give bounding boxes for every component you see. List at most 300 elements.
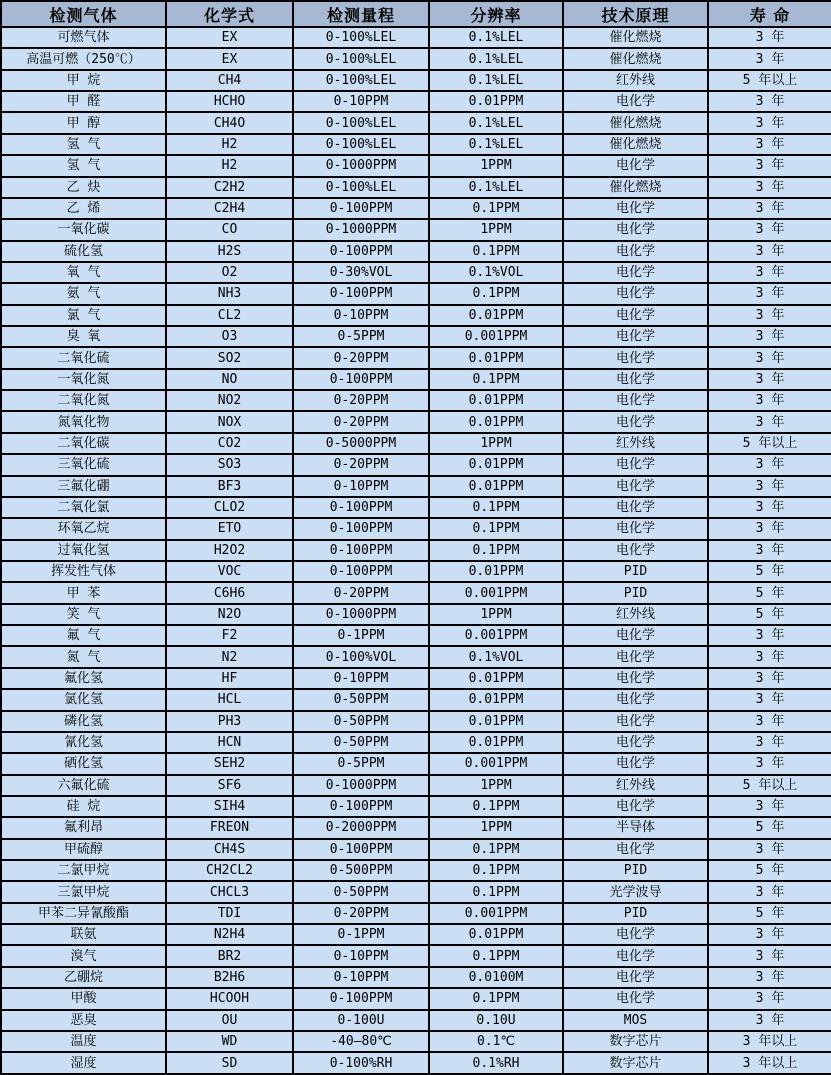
cell-detection-range: 0-100PPM: [293, 839, 429, 860]
cell-lifespan: 5 年以上: [708, 775, 831, 796]
cell-lifespan: 5 年: [708, 903, 831, 924]
table-row: [1, 945, 831, 966]
cell-gas-name: 氯 气: [1, 305, 166, 326]
cell-gas-name: 氰化氢: [1, 732, 166, 753]
cell-detection-range: 0-1PPM: [293, 625, 429, 646]
cell-chemical-formula: SD: [166, 1052, 293, 1074]
cell-lifespan: 3 年: [708, 711, 831, 732]
cell-lifespan: 3 年: [708, 27, 831, 48]
cell-technology: 红外线: [563, 775, 708, 796]
cell-chemical-formula: NO: [166, 369, 293, 390]
cell-lifespan: 5 年以上: [708, 433, 831, 454]
table-row: [1, 689, 831, 710]
cell-resolution: 0.01PPM: [429, 390, 563, 411]
cell-detection-range: 0-50PPM: [293, 689, 429, 710]
cell-resolution: 0.10U: [429, 1010, 563, 1031]
cell-gas-name: 高温可燃（250℃）: [1, 48, 166, 69]
cell-resolution: 1PPM: [429, 433, 563, 454]
table-row: [1, 48, 831, 69]
cell-lifespan: 3 年: [708, 48, 831, 69]
cell-gas-name: 联氨: [1, 924, 166, 945]
cell-technology: 电化学: [563, 454, 708, 475]
cell-detection-range: 0-1PPM: [293, 924, 429, 945]
cell-chemical-formula: NOX: [166, 411, 293, 432]
cell-technology: 电化学: [563, 283, 708, 304]
cell-detection-range: 0-1000PPM: [293, 155, 429, 176]
table-row: [1, 561, 831, 582]
cell-lifespan: 3 年: [708, 283, 831, 304]
table-row: [1, 753, 831, 774]
cell-detection-range: 0-50PPM: [293, 711, 429, 732]
cell-resolution: 0.1%LEL: [429, 134, 563, 155]
cell-detection-range: 0-10PPM: [293, 945, 429, 966]
cell-detection-range: 0-100PPM: [293, 497, 429, 518]
cell-lifespan: 3 年: [708, 347, 831, 368]
cell-chemical-formula: SF6: [166, 775, 293, 796]
cell-chemical-formula: N2O: [166, 604, 293, 625]
cell-detection-range: 0-20PPM: [293, 903, 429, 924]
cell-lifespan: 3 年: [708, 732, 831, 753]
cell-detection-range: 0-100%LEL: [293, 134, 429, 155]
cell-technology: 电化学: [563, 390, 708, 411]
table-row: [1, 70, 831, 91]
table-row: [1, 625, 831, 646]
cell-gas-name: 氢 气: [1, 155, 166, 176]
cell-technology: PID: [563, 582, 708, 603]
cell-gas-name: 乙 烯: [1, 198, 166, 219]
cell-detection-range: 0-10PPM: [293, 476, 429, 497]
cell-lifespan: 3 年: [708, 219, 831, 240]
cell-technology: 电化学: [563, 540, 708, 561]
cell-lifespan: 3 年: [708, 796, 831, 817]
cell-detection-range: 0-30%VOL: [293, 262, 429, 283]
cell-detection-range: 0-100%LEL: [293, 27, 429, 48]
cell-detection-range: 0-100%LEL: [293, 48, 429, 69]
table-header: [1, 1, 831, 27]
cell-technology: 电化学: [563, 924, 708, 945]
cell-chemical-formula: CHCL3: [166, 881, 293, 902]
cell-gas-name: 二氧化碳: [1, 433, 166, 454]
cell-lifespan: 3 年: [708, 454, 831, 475]
table-row: [1, 177, 831, 198]
table-row: [1, 604, 831, 625]
cell-technology: PID: [563, 860, 708, 881]
cell-lifespan: 3 年: [708, 155, 831, 176]
cell-technology: 催化燃烧: [563, 134, 708, 155]
cell-resolution: 0.1PPM: [429, 369, 563, 390]
cell-chemical-formula: SIH4: [166, 796, 293, 817]
cell-technology: 半导体: [563, 817, 708, 838]
cell-lifespan: 3 年: [708, 924, 831, 945]
cell-chemical-formula: O3: [166, 326, 293, 347]
cell-chemical-formula: PH3: [166, 711, 293, 732]
cell-technology: 电化学: [563, 476, 708, 497]
cell-resolution: 0.1PPM: [429, 198, 563, 219]
cell-resolution: 0.01PPM: [429, 689, 563, 710]
table-row: [1, 711, 831, 732]
cell-chemical-formula: HCOOH: [166, 988, 293, 1009]
cell-resolution: 0.001PPM: [429, 625, 563, 646]
table-row: [1, 198, 831, 219]
cell-technology: 电化学: [563, 369, 708, 390]
cell-lifespan: 3 年: [708, 177, 831, 198]
cell-chemical-formula: C2H2: [166, 177, 293, 198]
cell-gas-name: 一氧化氮: [1, 369, 166, 390]
cell-chemical-formula: HCHO: [166, 91, 293, 112]
cell-detection-range: 0-2000PPM: [293, 817, 429, 838]
cell-detection-range: 0-100PPM: [293, 796, 429, 817]
cell-lifespan: 5 年: [708, 604, 831, 625]
cell-gas-name: 二氧化氯: [1, 497, 166, 518]
cell-technology: 电化学: [563, 711, 708, 732]
cell-gas-name: 甲 烷: [1, 70, 166, 91]
cell-technology: 电化学: [563, 155, 708, 176]
table-row: [1, 326, 831, 347]
table-row: [1, 796, 831, 817]
cell-technology: 催化燃烧: [563, 112, 708, 133]
cell-gas-name: 氢 气: [1, 134, 166, 155]
cell-detection-range: 0-10PPM: [293, 668, 429, 689]
table-row: [1, 924, 831, 945]
cell-technology: 电化学: [563, 347, 708, 368]
cell-detection-range: 0-100PPM: [293, 540, 429, 561]
cell-resolution: 0.001PPM: [429, 903, 563, 924]
cell-technology: 数字芯片: [563, 1052, 708, 1074]
cell-resolution: 0.1PPM: [429, 796, 563, 817]
cell-gas-name: 甲 醛: [1, 91, 166, 112]
cell-gas-name: 二氧化硫: [1, 347, 166, 368]
table-row: [1, 967, 831, 988]
cell-resolution: 0.01PPM: [429, 347, 563, 368]
cell-technology: 电化学: [563, 839, 708, 860]
cell-chemical-formula: SEH2: [166, 753, 293, 774]
table-row: [1, 219, 831, 240]
cell-lifespan: 3 年: [708, 326, 831, 347]
cell-resolution: 0.1%RH: [429, 1052, 563, 1074]
cell-gas-name: 乙 炔: [1, 177, 166, 198]
cell-detection-range: 0-20PPM: [293, 411, 429, 432]
cell-technology: 电化学: [563, 945, 708, 966]
cell-chemical-formula: HCL: [166, 689, 293, 710]
cell-resolution: 0.01PPM: [429, 454, 563, 475]
cell-detection-range: 0-100%VOL: [293, 646, 429, 667]
cell-resolution: 0.1PPM: [429, 241, 563, 262]
cell-gas-name: 甲硫醇: [1, 839, 166, 860]
cell-lifespan: 5 年: [708, 817, 831, 838]
cell-resolution: 0.1%LEL: [429, 27, 563, 48]
cell-gas-name: 三氯甲烷: [1, 881, 166, 902]
cell-lifespan: 5 年: [708, 582, 831, 603]
cell-technology: 电化学: [563, 262, 708, 283]
cell-gas-name: 甲 苯: [1, 582, 166, 603]
cell-gas-name: 二氧化氮: [1, 390, 166, 411]
column-header-resolution: 分辨率: [429, 1, 563, 27]
cell-lifespan: 3 年: [708, 411, 831, 432]
cell-detection-range: 0-100PPM: [293, 518, 429, 539]
cell-technology: 电化学: [563, 518, 708, 539]
cell-chemical-formula: C6H6: [166, 582, 293, 603]
cell-technology: 电化学: [563, 967, 708, 988]
cell-gas-name: 甲苯二异氰酸酯: [1, 903, 166, 924]
cell-detection-range: 0-5000PPM: [293, 433, 429, 454]
cell-gas-name: 乙硼烷: [1, 967, 166, 988]
cell-technology: 电化学: [563, 625, 708, 646]
cell-resolution: 0.1PPM: [429, 945, 563, 966]
table-row: [1, 390, 831, 411]
cell-technology: 电化学: [563, 497, 708, 518]
cell-lifespan: 3 年: [708, 91, 831, 112]
cell-lifespan: 3 年: [708, 753, 831, 774]
column-header-detection-range: 检测量程: [293, 1, 429, 27]
table-row: [1, 668, 831, 689]
cell-chemical-formula: CH4S: [166, 839, 293, 860]
cell-resolution: 0.1%LEL: [429, 48, 563, 69]
cell-gas-name: 六氟化硫: [1, 775, 166, 796]
table-row: [1, 305, 831, 326]
cell-resolution: 1PPM: [429, 155, 563, 176]
cell-detection-range: 0-100%LEL: [293, 112, 429, 133]
cell-chemical-formula: HCN: [166, 732, 293, 753]
cell-lifespan: 3 年: [708, 839, 831, 860]
cell-technology: 电化学: [563, 241, 708, 262]
cell-lifespan: 3 年: [708, 134, 831, 155]
cell-lifespan: 3 年: [708, 1010, 831, 1031]
cell-gas-name: 磷化氢: [1, 711, 166, 732]
column-header-gas-name: 检测气体: [1, 1, 166, 27]
cell-lifespan: 3 年: [708, 112, 831, 133]
cell-detection-range: 0-100PPM: [293, 283, 429, 304]
cell-gas-name: 温度: [1, 1031, 166, 1052]
cell-chemical-formula: BR2: [166, 945, 293, 966]
cell-detection-range: 0-100PPM: [293, 369, 429, 390]
cell-detection-range: 0-50PPM: [293, 732, 429, 753]
cell-gas-name: 二氯甲烷: [1, 860, 166, 881]
table-row: [1, 1031, 831, 1052]
cell-resolution: 1PPM: [429, 817, 563, 838]
cell-detection-range: 0-20PPM: [293, 347, 429, 368]
cell-technology: 电化学: [563, 988, 708, 1009]
cell-chemical-formula: WD: [166, 1031, 293, 1052]
cell-chemical-formula: N2H4: [166, 924, 293, 945]
table-row: [1, 839, 831, 860]
cell-chemical-formula: TDI: [166, 903, 293, 924]
table-body: [1, 27, 831, 1074]
cell-lifespan: 5 年以上: [708, 70, 831, 91]
cell-chemical-formula: O2: [166, 262, 293, 283]
cell-gas-name: 恶臭: [1, 1010, 166, 1031]
cell-technology: 电化学: [563, 91, 708, 112]
cell-chemical-formula: CH4: [166, 70, 293, 91]
cell-chemical-formula: ETO: [166, 518, 293, 539]
cell-chemical-formula: H2: [166, 134, 293, 155]
cell-resolution: 0.01PPM: [429, 476, 563, 497]
cell-technology: 电化学: [563, 732, 708, 753]
cell-resolution: 0.01PPM: [429, 668, 563, 689]
cell-resolution: 0.1PPM: [429, 881, 563, 902]
cell-detection-range: 0-1000PPM: [293, 219, 429, 240]
cell-gas-name: 氧 气: [1, 262, 166, 283]
cell-chemical-formula: H2O2: [166, 540, 293, 561]
cell-gas-name: 氯化氢: [1, 689, 166, 710]
cell-resolution: 0.1PPM: [429, 283, 563, 304]
cell-resolution: 0.1%VOL: [429, 646, 563, 667]
cell-resolution: 0.1PPM: [429, 839, 563, 860]
cell-chemical-formula: CLO2: [166, 497, 293, 518]
table-row: [1, 476, 831, 497]
cell-technology: MOS: [563, 1010, 708, 1031]
table-row: [1, 988, 831, 1009]
cell-detection-range: 0-10PPM: [293, 91, 429, 112]
cell-gas-name: 硒化氢: [1, 753, 166, 774]
cell-resolution: 0.1PPM: [429, 518, 563, 539]
cell-chemical-formula: H2: [166, 155, 293, 176]
table-row: [1, 155, 831, 176]
cell-technology: 红外线: [563, 70, 708, 91]
table-row: [1, 732, 831, 753]
cell-resolution: 0.1PPM: [429, 497, 563, 518]
cell-lifespan: 3 年: [708, 625, 831, 646]
cell-technology: 催化燃烧: [563, 27, 708, 48]
cell-gas-name: 三氟化硼: [1, 476, 166, 497]
table-row: [1, 411, 831, 432]
cell-chemical-formula: SO2: [166, 347, 293, 368]
table-row: [1, 646, 831, 667]
table-row: [1, 112, 831, 133]
cell-resolution: 0.1PPM: [429, 860, 563, 881]
table-row: [1, 903, 831, 924]
cell-lifespan: 5 年: [708, 561, 831, 582]
table-row: [1, 369, 831, 390]
cell-technology: 电化学: [563, 753, 708, 774]
table-row: [1, 433, 831, 454]
cell-detection-range: 0-1000PPM: [293, 775, 429, 796]
cell-detection-range: 0-100U: [293, 1010, 429, 1031]
cell-chemical-formula: CH4O: [166, 112, 293, 133]
cell-resolution: 0.01PPM: [429, 411, 563, 432]
cell-detection-range: 0-100PPM: [293, 561, 429, 582]
table-row: [1, 454, 831, 475]
cell-technology: 光学波导: [563, 881, 708, 902]
table-row: [1, 91, 831, 112]
cell-resolution: 0.0100M: [429, 967, 563, 988]
cell-chemical-formula: FREON: [166, 817, 293, 838]
cell-lifespan: 3 年: [708, 198, 831, 219]
table-row: [1, 27, 831, 48]
cell-resolution: 0.001PPM: [429, 582, 563, 603]
cell-technology: 电化学: [563, 668, 708, 689]
cell-gas-name: 一氧化碳: [1, 219, 166, 240]
cell-resolution: 0.1%LEL: [429, 70, 563, 91]
cell-chemical-formula: SO3: [166, 454, 293, 475]
cell-gas-name: 氟利昂: [1, 817, 166, 838]
cell-chemical-formula: H2S: [166, 241, 293, 262]
cell-lifespan: 3 年: [708, 518, 831, 539]
table-row: [1, 817, 831, 838]
column-header-chemical-formula: 化学式: [166, 1, 293, 27]
cell-lifespan: 3 年: [708, 390, 831, 411]
cell-lifespan: 3 年: [708, 497, 831, 518]
table-row: [1, 1052, 831, 1074]
cell-chemical-formula: HF: [166, 668, 293, 689]
cell-gas-name: 可燃气体: [1, 27, 166, 48]
cell-detection-range: 0-100%LEL: [293, 177, 429, 198]
cell-lifespan: 3 年: [708, 689, 831, 710]
cell-chemical-formula: B2H6: [166, 967, 293, 988]
cell-lifespan: 3 年: [708, 945, 831, 966]
cell-gas-name: 硅 烷: [1, 796, 166, 817]
table-row: [1, 582, 831, 603]
cell-detection-range: 0-100%RH: [293, 1052, 429, 1074]
cell-resolution: 0.001PPM: [429, 326, 563, 347]
cell-technology: 电化学: [563, 796, 708, 817]
cell-resolution: 0.01PPM: [429, 924, 563, 945]
cell-chemical-formula: NH3: [166, 283, 293, 304]
cell-gas-name: 环氧乙烷: [1, 518, 166, 539]
cell-chemical-formula: N2: [166, 646, 293, 667]
column-header-lifespan: 寿 命: [708, 1, 831, 27]
cell-lifespan: 3 年: [708, 988, 831, 1009]
cell-resolution: 0.01PPM: [429, 732, 563, 753]
cell-technology: PID: [563, 561, 708, 582]
cell-resolution: 0.1PPM: [429, 988, 563, 1009]
cell-technology: 催化燃烧: [563, 48, 708, 69]
cell-detection-range: 0-1000PPM: [293, 604, 429, 625]
cell-lifespan: 3 年: [708, 540, 831, 561]
cell-gas-name: 氟 气: [1, 625, 166, 646]
cell-technology: 数字芯片: [563, 1031, 708, 1052]
cell-resolution: 0.1PPM: [429, 540, 563, 561]
cell-resolution: 0.01PPM: [429, 305, 563, 326]
cell-resolution: 0.01PPM: [429, 561, 563, 582]
cell-chemical-formula: CH2CL2: [166, 860, 293, 881]
cell-detection-range: 0-5PPM: [293, 753, 429, 774]
table-row: [1, 775, 831, 796]
cell-gas-name: 挥发性气体: [1, 561, 166, 582]
cell-lifespan: 3 年: [708, 476, 831, 497]
cell-chemical-formula: EX: [166, 27, 293, 48]
cell-technology: 电化学: [563, 411, 708, 432]
cell-detection-range: 0-500PPM: [293, 860, 429, 881]
cell-lifespan: 3 年: [708, 305, 831, 326]
cell-gas-name: 三氧化硫: [1, 454, 166, 475]
cell-resolution: 0.1℃: [429, 1031, 563, 1052]
cell-technology: 电化学: [563, 305, 708, 326]
cell-lifespan: 5 年: [708, 860, 831, 881]
cell-gas-name: 笑 气: [1, 604, 166, 625]
cell-gas-name: 甲酸: [1, 988, 166, 1009]
cell-chemical-formula: EX: [166, 48, 293, 69]
cell-technology: 催化燃烧: [563, 177, 708, 198]
cell-chemical-formula: CO2: [166, 433, 293, 454]
cell-lifespan: 3 年: [708, 262, 831, 283]
column-header-technology: 技术原理: [563, 1, 708, 27]
table-row: [1, 540, 831, 561]
table-row: [1, 860, 831, 881]
cell-resolution: 1PPM: [429, 604, 563, 625]
table-row: [1, 518, 831, 539]
cell-detection-range: 0-5PPM: [293, 326, 429, 347]
cell-resolution: 1PPM: [429, 775, 563, 796]
cell-chemical-formula: CO: [166, 219, 293, 240]
cell-detection-range: 0-100PPM: [293, 241, 429, 262]
cell-chemical-formula: CL2: [166, 305, 293, 326]
cell-technology: 电化学: [563, 326, 708, 347]
cell-lifespan: 3 年: [708, 967, 831, 988]
table-row: [1, 347, 831, 368]
cell-gas-name: 湿度: [1, 1052, 166, 1074]
cell-gas-name: 甲 醇: [1, 112, 166, 133]
cell-technology: 电化学: [563, 198, 708, 219]
